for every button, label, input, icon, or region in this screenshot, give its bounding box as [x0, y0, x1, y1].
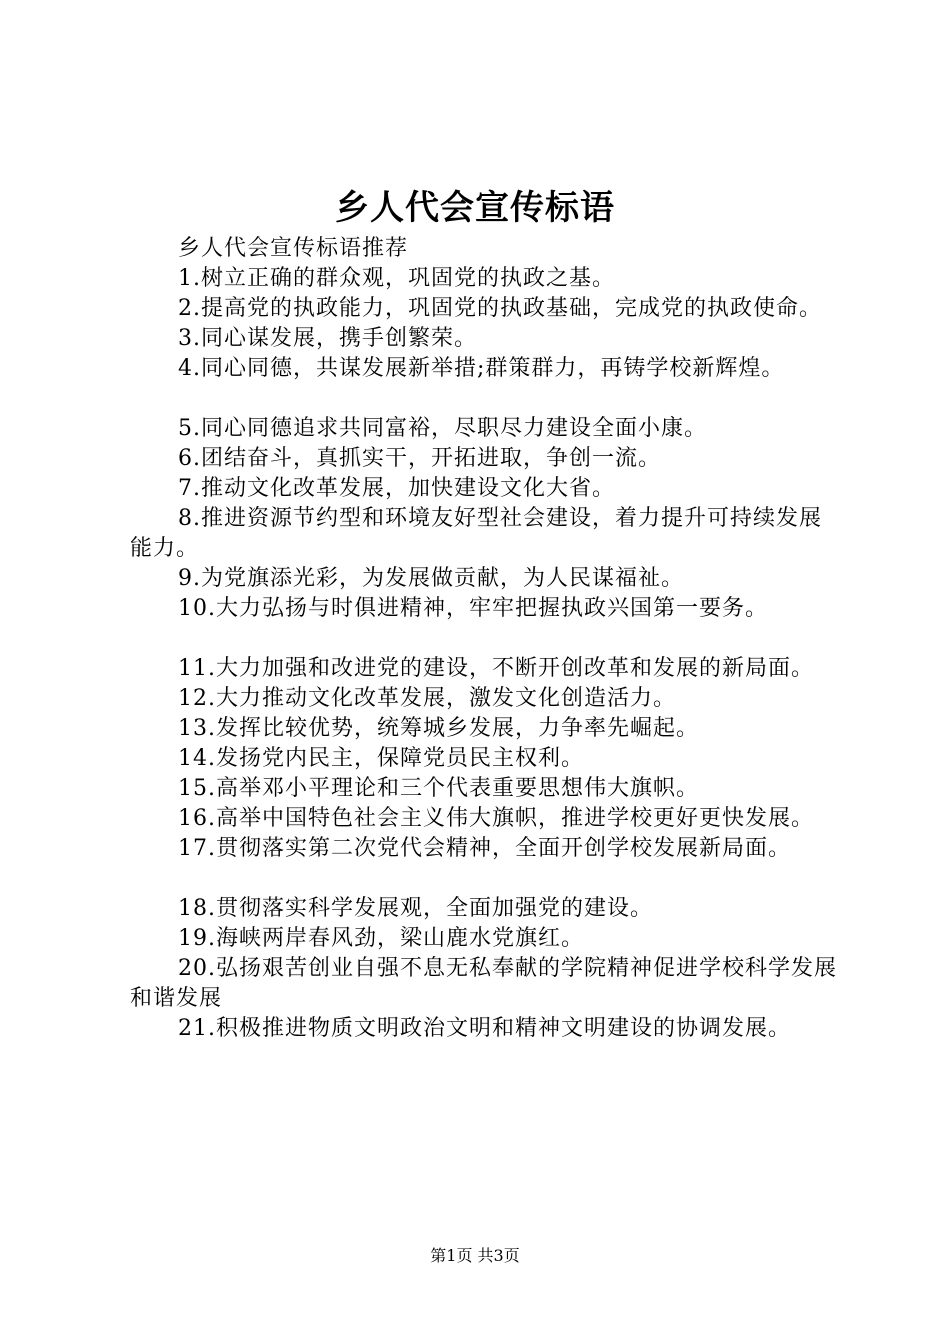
paragraph: 16.高举中国特色社会主义伟大旗帜，推进学校更好更快发展。 [178, 806, 814, 831]
paragraph: 17.贯彻落实第二次党代会精神，全面开创学校发展新局面。 [178, 836, 791, 861]
paragraph: 20.弘扬艰苦创业自强不息无私奉献的学院精神促进学校科学发展和谐发展 [130, 956, 837, 1011]
paragraph: 12.大力推动文化改革发展，激发文化创造活力。 [178, 686, 676, 711]
paragraph: 15.高举邓小平理论和三个代表重要思想伟大旗帜。 [178, 776, 699, 801]
paragraph: 13.发挥比较优势，统筹城乡发展，力争率先崛起。 [178, 716, 699, 741]
paragraph: 9.为党旗添光彩，为发展做贡献，为人民谋福祉。 [178, 566, 684, 591]
document-title: 乡人代会宣传标语 [335, 188, 615, 228]
paragraph: 8.推进资源节约型和环境友好型社会建设，着力提升可持续发展能力。 [130, 506, 822, 561]
paragraph: 21.积极推进物质文明政治文明和精神文明建设的协调发展。 [178, 1016, 791, 1041]
paragraph: 3.同心谋发展，携手创繁荣。 [178, 326, 477, 351]
paragraph: 6.团结奋斗，真抓实干，开拓进取，争创一流。 [178, 446, 661, 471]
document-body [130, 234, 840, 1044]
page-number-footer: 第1页 共3页 [430, 1246, 520, 1265]
paragraph: 18.贯彻落实科学发展观，全面加强党的建设。 [178, 896, 653, 921]
paragraph: 10.大力弘扬与时俱进精神，牢牢把握执政兴国第一要务。 [178, 596, 768, 621]
paragraph: 5.同心同德追求共同富裕，尽职尽力建设全面小康。 [178, 416, 707, 441]
paragraph: 2.提高党的执政能力，巩固党的执政基础，完成党的执政使命。 [178, 296, 822, 321]
paragraph: 11.大力加强和改进党的建设，不断开创改革和发展的新局面。 [178, 656, 814, 681]
paragraph: 1.树立正确的群众观，巩固党的执政之基。 [178, 266, 615, 291]
paragraph: 14.发扬党内民主，保障党员民主权利。 [178, 746, 584, 771]
paragraph: 19.海峡两岸春风劲，梁山鹿水党旗红。 [178, 926, 584, 951]
paragraph: 乡人代会宣传标语推荐 [178, 236, 409, 261]
paragraph: 4.同心同德，共谋发展新举措;群策群力，再铸学校新辉煌。 [178, 356, 785, 381]
paragraph: 7.推动文化改革发展，加快建设文化大省。 [178, 476, 615, 501]
